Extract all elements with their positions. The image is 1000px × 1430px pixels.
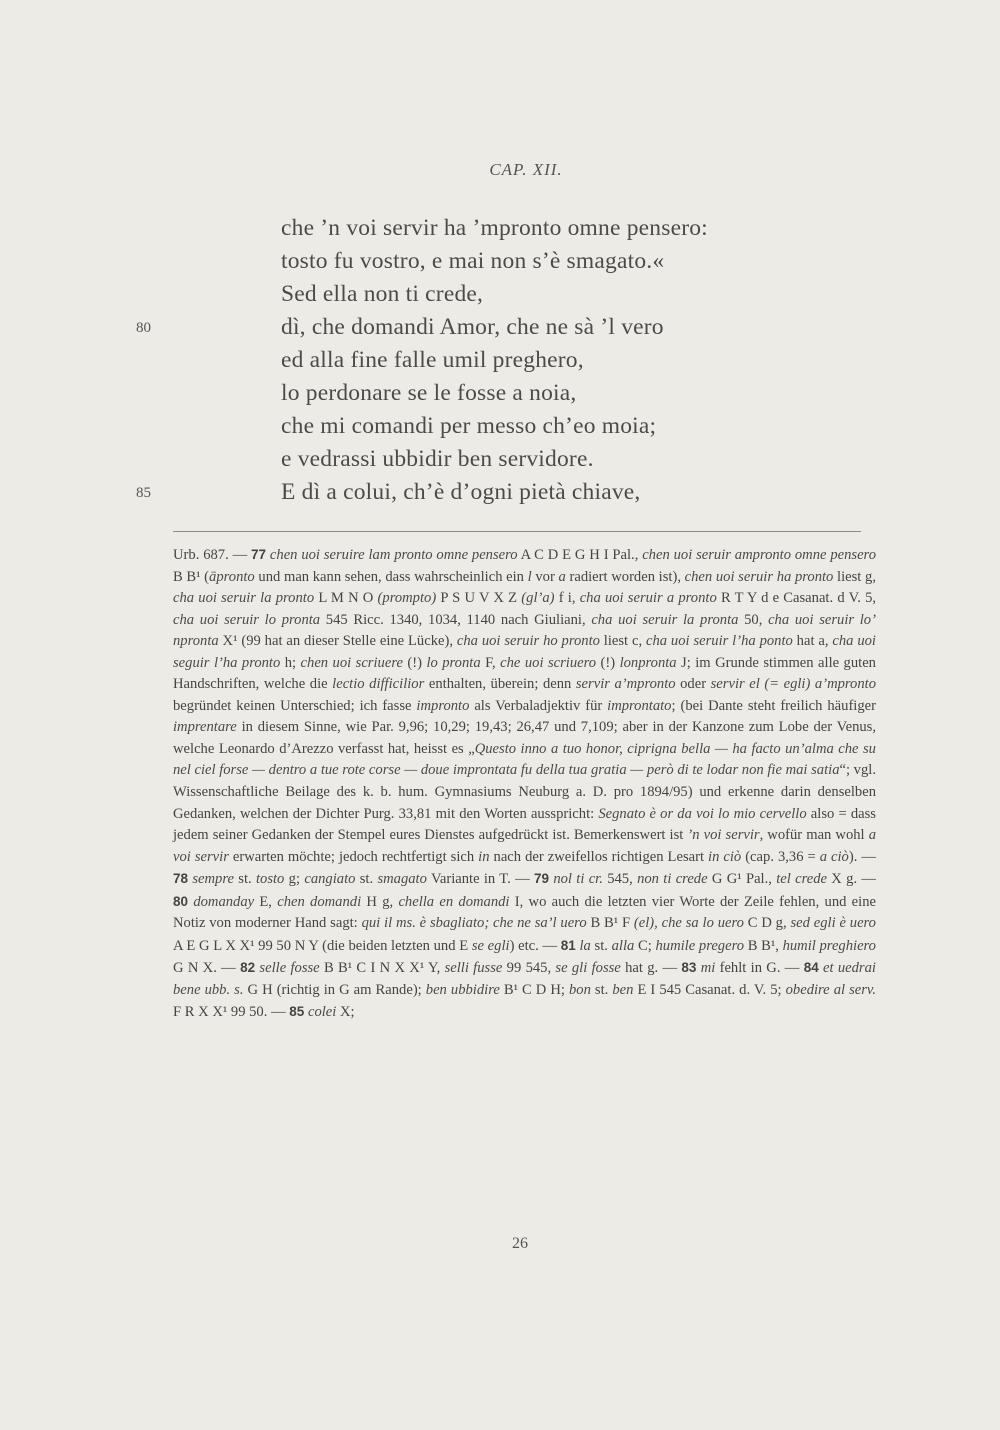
verse-line [0, 245, 1000, 278]
page-number: 26 [512, 1235, 528, 1252]
poem-block [0, 212, 1000, 509]
line-number: 80 [136, 320, 151, 336]
line-number: 85 [136, 485, 151, 501]
verse-line [0, 410, 1000, 443]
verse-line [0, 377, 1000, 410]
verse-text: che mi comandi per messo ch’eo moia; [281, 413, 657, 439]
verse-line [0, 212, 1000, 245]
verse-line [0, 311, 1000, 344]
apparatus-text: Urb. 687. — 77 chen uoi seruire lam pronto omne pensero A C D E G H I Pal., chen uoi seruir ampronto omne pensero B B¹ (āpronto und man kann sehen, dass wahrscheinlich ein l vor a radiert worden ist), chen uoi seruir ha pronto liest g, cha uoi seruir la pronto L M N O (prompto) P S U V X Z (gl’a) f i, cha uoi seruir a pronto R T Y d e Casanat. d V. 5, cha uoi seruir lo pronta 545 Ricc. 1340, 1034, 1140 nach Giuliani, cha uoi seruir la pronta 50, cha uoi seruir lo’ npronta X¹ (99 hat an dieser Stelle eine Lücke), cha uoi seruir ho pronto liest c, cha uoi seruir l’ha ponto hat a, cha uoi seguir l’ha pronto h; chen uoi scriuere (!) lo pronta F, che uoi scriuero (!) lonpronta J; im Grunde stimmen alle guten Handschriften, welche die lectio difficilior enthalten, überein; denn servir a’mpronto oder servir el (= egli) a’mpronto begründet keinen Unterschied; ich fasse impronto als Verbaladjektiv für improntato; (bei Dante steht freilich häufiger imprentare in diesem Sinne, wie Par. 9,96; 10,29; 19,43; 26,47 und 7,109; aber in der Kanzone zum Lobe der Venus, welche Leonardo d’Arezzo verfasst hat, heisst es „Questo inno a tuo honor, ciprigna bella — ha facto un’alma che su nel ciel forse — dentro a tue rote corse — doue improntata fu della tua gratia — però di te lodar non fie mai satia“; vgl. Wissenschaftliche Beilage des k. b. hum. Gymnasiums Neuburg a. D. pro 1894/95) und erkenne darin denselben Gedanken, welchen der Dichter Purg. 33,81 mit den Worten ausspricht: Segnato è or da voi lo mio cervello also = dass jedem seiner Gedanken der Stempel eures Dienstes aufgedrückt ist. Bemerkenswert ist ’n voi servir, wofür man wohl a voi servir erwarten möchte; jedoch rechtfertigt sich in nach der zweifellos richtigen Lesart in ciò (cap. 3,36 = a ciò). — 78 sempre st. tosto g; cangiato st. smagato Variante in T. — 79 nol ti cr. 545, non ti crede G G¹ Pal., tel crede X g. — 80 domanday E, chen domandi H g, chella en domandi I, wo auch die letzten vier Worte der Zeile fehlen, und eine Notiz von moderner Hand sagt: qui il ms. è sbagliato; che ne sa’l uero B B¹ F (el), che sa lo uero C D g, sed egli è uero A E G L X X¹ 99 50 N Y (die beiden letzten und E se egli) etc. — 81 la st. alla C; humile pregero B B¹, humil preghiero G N X. — 82 selle fosse B B¹ C I N X X¹ Y, selli fusse 99 545, se gli fosse hat g. — 83 mi fehlt in G. — 84 et uedrai bene ubb. s. G H (richtig in G am Rande); ben ubbidire B¹ C D H; bon st. ben E I 545 Casanat. d. V. 5; obedire al serv. F R X X¹ 99 50. — 85 colei X; [173, 547, 877, 1021]
verse-line [0, 344, 1000, 377]
verse-line [0, 278, 1000, 311]
verse-text: E dì a colui, ch’è d’ogni pietà chiave, [281, 479, 641, 505]
verse-text: Sed ella non ti crede, [281, 281, 484, 307]
verse-line [0, 443, 1000, 476]
verse-text: ed alla fine falle umil preghero, [281, 347, 584, 373]
verse-line [0, 476, 1000, 509]
verse-text: tosto fu vostro, e mai non s’è smagato.« [281, 248, 665, 274]
verse-text: lo perdonare se le fosse a noia, [281, 380, 577, 406]
verse-text: e vedrassi ubbidir ben servidore. [281, 446, 594, 472]
critical-apparatus [173, 544, 876, 1024]
footnote-divider [173, 531, 861, 532]
verse-text: che ’n voi servir ha ’mpronto omne pensero: [281, 215, 708, 241]
verse-text: dì, che domandi Amor, che ne sà ’l vero [281, 314, 664, 340]
running-head: CAP. XII. [489, 160, 563, 179]
